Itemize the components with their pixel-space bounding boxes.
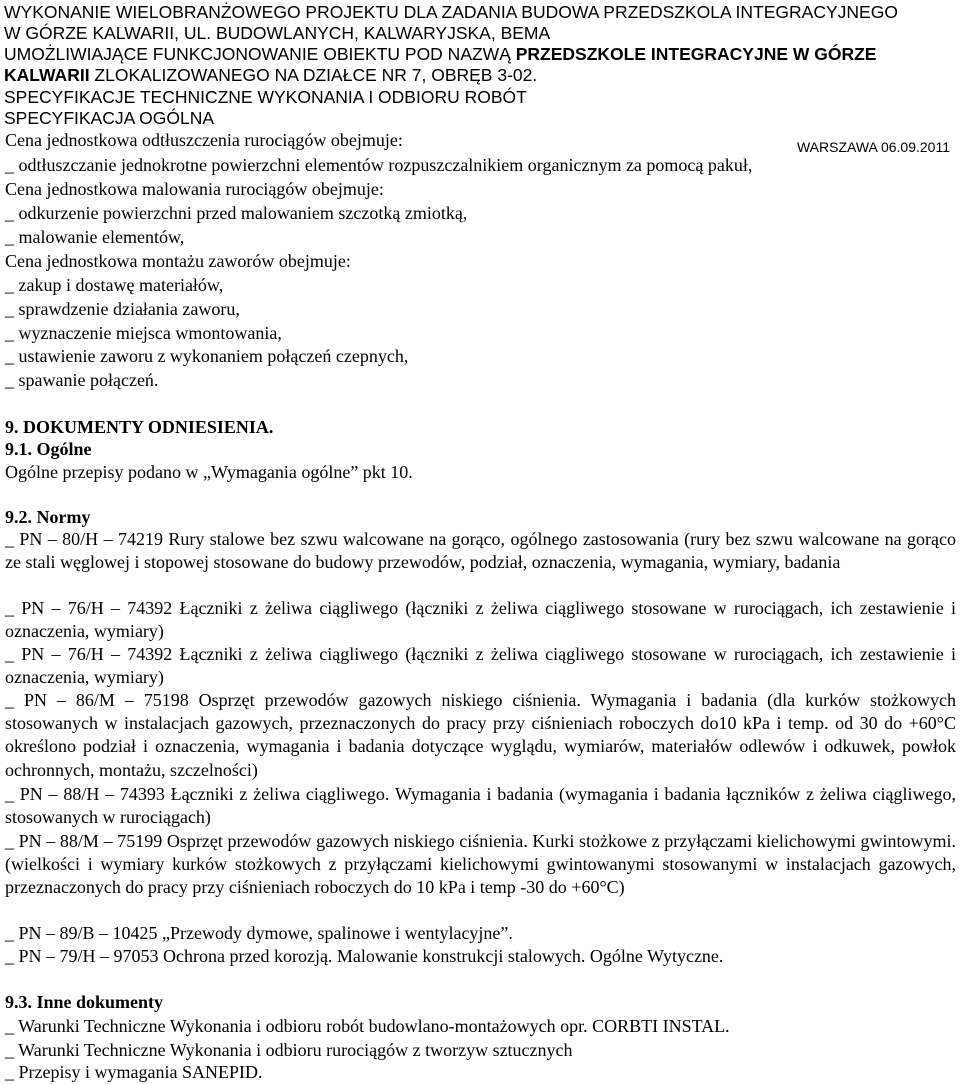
norm-item: _ PN – 76/H – 74392 Łączniki z żeliwa ciągliwego (łączniki z żeliwa ciągliwego stosowane w rurociągach, ich zestawienie i oznaczenia, wymiary)	[5, 598, 956, 642]
header-spec-title: SPECYFIKACJE TECHNICZNE WYKONANIA I ODBIORU ROBÓT	[4, 87, 527, 107]
text-line: _ Warunki Techniczne Wykonania i odbioru rurociągów z tworzyw sztucznych	[5, 1040, 573, 1060]
subsection-heading: 9.1. Ogólne	[5, 439, 92, 459]
text-line: _ spawanie połączeń.	[5, 370, 159, 390]
subsection-heading: 9.3. Inne dokumenty	[5, 992, 164, 1012]
norm-item: _ PN – 86/M – 75198 Osprzęt przewodów gazowych niskiego ciśnienia. Wymagania i badania (dla kurków stożkowych stosowanych w instalacjach gazowych, przeznaczonych do pracy przy ciśnieniach roboczych do10 kPa i temp. od 30 do +60°C określono podział i oznaczenia, wymagania i badania dotyczące wyglądu, wymiarów, materiałów odlewów i odkuwek, powłok ochronnych, montażu, szczelności)	[5, 690, 956, 780]
header-line-2: W GÓRZE KALWARII, UL. BUDOWLANYCH, KALWARYJSKA, BEMA	[4, 23, 551, 43]
norm-item: _ PN – 88/M – 75199 Osprzęt przewodów gazowych niskiego ciśnienia. Kurki stożkowe z przyłączami kielichowymi gwintowymi. (wielkości i wymiary kurków stożkowych z przyłączami kielichowymi gwintowanymi stosowanymi w instalacjach gazowych, przeznaczonych do pracy przy ciśnieniach roboczych do 10 kPa i temp -30 do +60°C)	[5, 831, 956, 898]
norm-item: _ PN – 88/H – 74393 Łączniki z żeliwa ciągliwego. Wymagania i badania (wymagania i badania łączników z żeliwa ciągliwego, stosowanych w rurociągach)	[5, 784, 956, 828]
header-date: WARSZAWA 06.09.2011	[796, 139, 950, 155]
header-line-3-bold: PRZEDSZKOLE INTEGRACYJNE W GÓRZE	[515, 44, 877, 64]
header-line-3	[4, 44, 956, 65]
text-line: Ogólne przepisy podano w „Wymagania ogólne” pkt 10.	[5, 462, 413, 482]
norm-item: _ PN – 79/H – 97053 Ochrona przed korozją. Malowanie konstrukcji stalowych. Ogólne Wytyczne.	[5, 946, 724, 966]
text-line: _ Warunki Techniczne Wykonania i odbioru robót budowlano-montażowych opr. CORBTI INSTAL.	[5, 1016, 730, 1036]
subsection-heading: 9.2. Normy	[5, 507, 91, 527]
text-line: _ malowanie elementów,	[5, 227, 185, 247]
norm-item: _ PN – 76/H – 74392 Łączniki z żeliwa ciągliwego (łączniki z żeliwa ciągliwego stosowane w rurociągach, ich zestawienie i oznaczenia, wymiary)	[5, 644, 956, 688]
text-line: _ wyznaczenie miejsca wmontowania,	[5, 323, 282, 343]
text-line: Cena jednostkowa montażu zaworów obejmuje:	[5, 251, 351, 271]
text-line: _ sprawdzenie działania zaworu,	[5, 299, 240, 319]
header-line-1: WYKONANIE WIELOBRANŻOWEGO PROJEKTU DLA ZADANIA BUDOWA PRZEDSZKOLA INTEGRACYJNEGO	[4, 2, 898, 22]
text-line: _ ustawienie zaworu z wykonaniem połączeń czepnych,	[5, 346, 409, 366]
header-line-4	[4, 65, 956, 86]
norm-item: _ PN – 80/H – 74219 Rury stalowe bez szwu walcowane na gorąco, ogólnego zastosowania (rury bez szwu walcowane na gorąco ze stali węglowej i stopowej stosowane do budowy przewodów, podział, oznaczenia, wymagania, wymiary, badania	[5, 529, 956, 573]
text-line: _ odkurzenie powierzchni przed malowaniem szczotką zmiotką,	[5, 203, 468, 223]
header-line-3-regular: UMOŻLIWIAJĄCE FUNKCJONOWANIE OBIEKTU POD NAZWĄ	[4, 44, 516, 64]
text-line: _ odtłuszczanie jednokrotne powierzchni elementów rozpuszczalnikiem organicznym za pomocą pakuł,	[5, 155, 753, 175]
text-line: Cena jednostkowa malowania rurociągów obejmuje:	[5, 179, 384, 199]
header-line-4-regular: ZLOKALIZOWANEGO NA DZIAŁCE NR 7, OBRĘB 3-02.	[89, 65, 538, 85]
norm-item: _ PN – 89/B – 10425 „Przewody dymowe, spalinowe i wentylacyjne”.	[5, 923, 513, 943]
header-line-4-bold: KALWARII	[4, 65, 90, 85]
text-line: Cena jednostkowa odtłuszczenia rurociągów obejmuje:	[5, 130, 403, 150]
header-spec-subtitle: SPECYFIKACJA OGÓLNA	[4, 108, 215, 128]
text-line: _ zakup i dostawę materiałów,	[5, 275, 224, 295]
section-heading: 9. DOKUMENTY ODNIESIENIA.	[5, 417, 274, 437]
text-line: _ Przepisy i wymagania SANEPID.	[5, 1062, 263, 1082]
